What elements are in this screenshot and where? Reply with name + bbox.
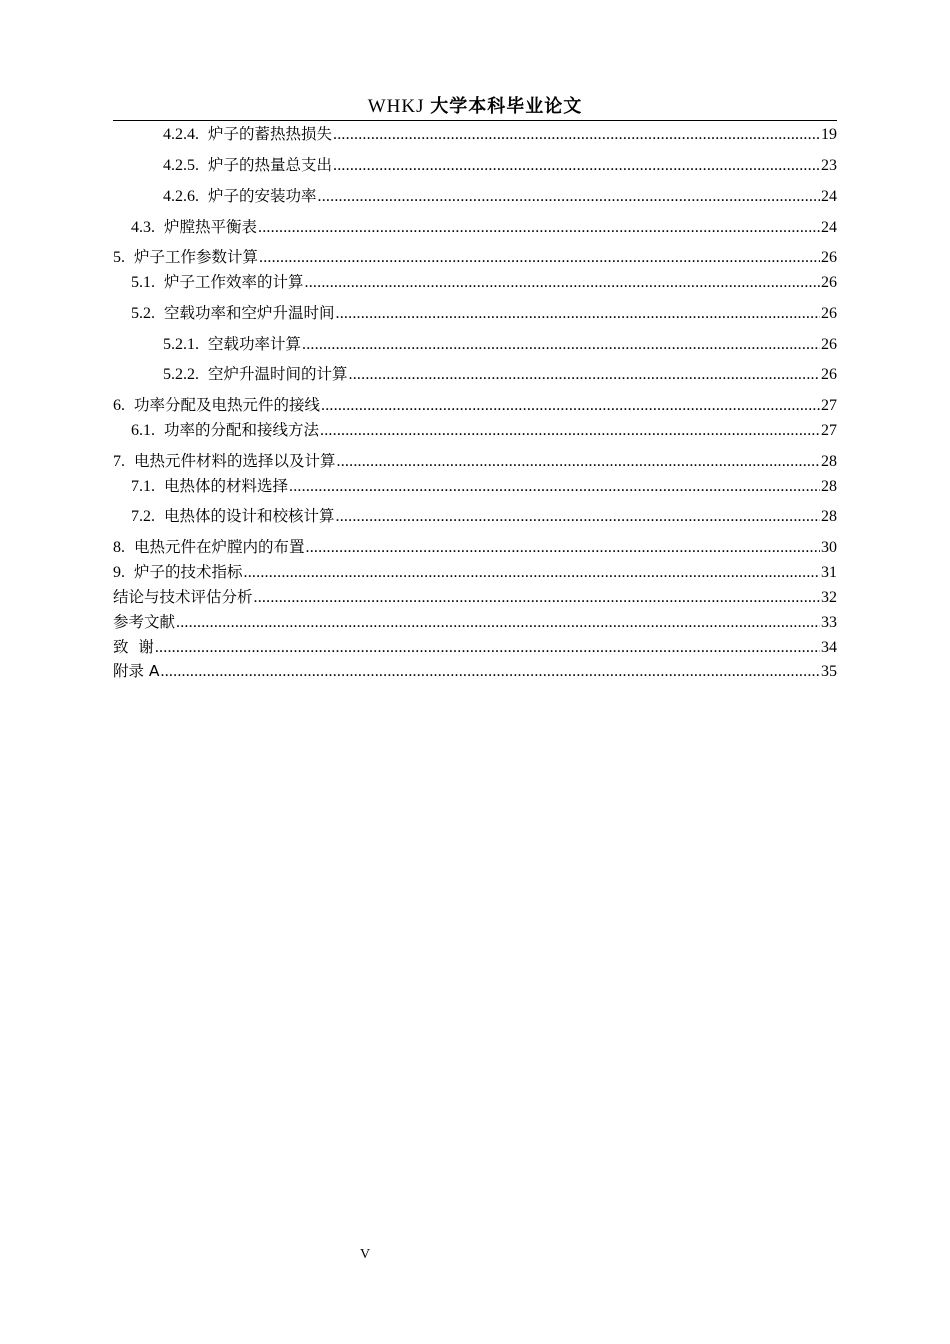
toc-entry-title: 附录 A (113, 662, 160, 680)
toc-entry-page: 19 (821, 126, 837, 143)
toc-entry-title: 参考文献 (113, 613, 176, 631)
toc-entry-page: 26 (821, 305, 837, 322)
toc-entry-4-2-6[interactable] (163, 185, 837, 207)
toc-entry-title: 功率分配及电热元件的接线 (134, 396, 321, 414)
toc-entry-title: 炉子的热量总支出 (208, 156, 333, 174)
toc-entry-8[interactable] (113, 536, 837, 558)
toc-leader-dots (349, 364, 820, 386)
toc-entry-references[interactable] (113, 611, 837, 633)
toc-entry-4-2-5[interactable] (163, 154, 837, 176)
toc-entry-4-3[interactable] (131, 216, 837, 238)
toc-entry-title: 电热体的设计和校核计算 (164, 507, 335, 525)
toc-leader-dots (244, 562, 820, 584)
toc-entry-appendix-a[interactable] (113, 660, 837, 682)
toc-leader-dots (259, 247, 820, 269)
toc-entry-page: 26 (821, 249, 837, 266)
header-title: 大学本科毕业论文 (430, 96, 583, 117)
toc-leader-dots (321, 395, 820, 417)
toc-entry-number: 7.1. (131, 478, 155, 495)
toc-entry-title: 炉子的安装功率 (208, 187, 317, 205)
toc-entry-number: 5.2.2. (163, 366, 199, 383)
toc-leader-dots (289, 476, 820, 498)
toc-entry-number: 6.1. (131, 422, 155, 439)
header-code: WHKJ (367, 96, 425, 117)
toc-entry-page: 26 (821, 366, 837, 383)
toc-leader-dots (333, 155, 820, 177)
toc-leader-dots (320, 420, 820, 442)
page-number: V (359, 1247, 371, 1262)
toc-entry-number: 7.2. (131, 508, 155, 525)
toc-entry-5-2-1[interactable] (163, 333, 837, 355)
toc-leader-dots (305, 272, 820, 294)
toc-entry-5-2-2[interactable] (163, 363, 837, 385)
toc-entry-page: 27 (821, 422, 837, 439)
toc-leader-dots (155, 637, 820, 659)
toc-entry-title: 电热体的材料选择 (164, 477, 289, 495)
toc-entry-number: 6. (113, 397, 125, 414)
toc-entry-7[interactable] (113, 450, 837, 472)
toc-leader-dots (254, 587, 820, 609)
toc-entry-title: 电热元件在炉膛内的布置 (134, 538, 305, 556)
toc-entry-title: 炉膛热平衡表 (164, 218, 258, 236)
toc-entry-7-1[interactable] (131, 475, 837, 497)
toc-entry-page: 28 (821, 508, 837, 525)
toc-entry-number: 4.2.4. (163, 126, 199, 143)
toc-entry-6-1[interactable] (131, 419, 837, 441)
toc-entry-number: 5.2. (131, 305, 155, 322)
toc-entry-title: 结论与技术评估分析 (113, 588, 253, 606)
toc-entry-page: 28 (821, 478, 837, 495)
toc-entry-page: 32 (821, 589, 837, 606)
toc-entry-title: 致 谢 (113, 638, 154, 656)
toc-entry-page: 33 (821, 614, 837, 631)
toc-entry-5-2[interactable] (131, 302, 837, 324)
toc-leader-dots (336, 506, 820, 528)
toc-leader-dots (318, 186, 820, 208)
toc-entry-number: 4.2.6. (163, 188, 199, 205)
toc-entry-title: 炉子工作参数计算 (134, 248, 259, 266)
toc-entry-page: 23 (821, 157, 837, 174)
toc-leader-dots (336, 303, 820, 325)
toc-entry-number: 8. (113, 539, 125, 556)
toc-entry-page: 34 (821, 639, 837, 656)
toc-entry-title: 功率的分配和接线方法 (164, 421, 320, 439)
toc-leader-dots (302, 334, 820, 356)
table-of-contents (113, 0, 837, 700)
toc-entry-number: 5. (113, 249, 125, 266)
toc-entry-7-2[interactable] (131, 505, 837, 527)
toc-entry-page: 26 (821, 274, 837, 291)
toc-entry-title: 电热元件材料的选择以及计算 (134, 452, 336, 470)
toc-entry-page: 24 (821, 188, 837, 205)
toc-entry-title: 空炉升温时间的计算 (208, 365, 348, 383)
toc-entry-acknowledgements[interactable] (113, 636, 837, 658)
toc-entry-page: 24 (821, 219, 837, 236)
toc-entry-number: 4.3. (131, 219, 155, 236)
toc-entry-title: 空载功率和空炉升温时间 (164, 304, 335, 322)
toc-entry-5[interactable] (113, 246, 837, 268)
toc-entry-title: 空载功率计算 (208, 335, 302, 353)
toc-entry-page: 31 (821, 564, 837, 581)
toc-entry-page: 27 (821, 397, 837, 414)
toc-entry-number: 5.1. (131, 274, 155, 291)
toc-leader-dots (161, 661, 820, 683)
toc-entry-number: 7. (113, 453, 125, 470)
toc-entry-9[interactable] (113, 561, 837, 583)
toc-entry-number: 5.2.1. (163, 336, 199, 353)
toc-entry-page: 26 (821, 336, 837, 353)
toc-entry-number: 4.2.5. (163, 157, 199, 174)
toc-entry-4-2-4[interactable] (163, 123, 837, 145)
toc-entry-6[interactable] (113, 394, 837, 416)
toc-entry-page: 28 (821, 453, 837, 470)
toc-entry-page: 35 (821, 663, 837, 680)
toc-entry-title: 炉子工作效率的计算 (164, 273, 304, 291)
toc-entry-conclusion[interactable] (113, 586, 837, 608)
toc-leader-dots (258, 217, 820, 239)
toc-entry-5-1[interactable] (131, 271, 837, 293)
toc-leader-dots (337, 451, 820, 473)
toc-entry-number: 9. (113, 564, 125, 581)
toc-leader-dots (333, 124, 820, 146)
toc-leader-dots (306, 537, 820, 559)
toc-leader-dots (176, 612, 820, 634)
toc-entry-title: 炉子的技术指标 (134, 563, 243, 581)
toc-entry-title: 炉子的蓄热热损失 (208, 125, 333, 143)
toc-entry-page: 30 (821, 539, 837, 556)
